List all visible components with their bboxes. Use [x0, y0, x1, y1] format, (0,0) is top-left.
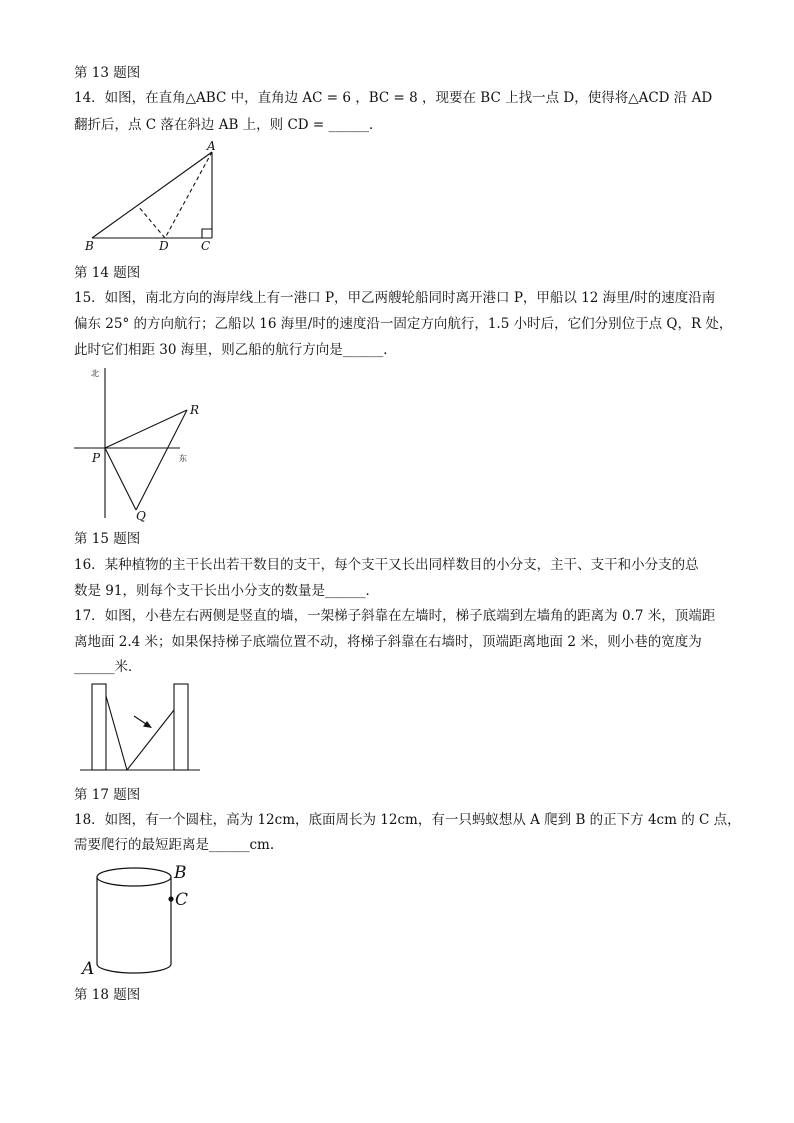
fold-line-ad — [165, 152, 212, 238]
question-16-line-1: 16．某种植物的主干长出若干数目的支干，每个支干又长出同样数目的小分支，主干、支干和小分支的总 — [74, 557, 699, 573]
ladder-left-position — [106, 696, 127, 770]
question-14-line-2: 翻折后，点 C 落在斜边 AB 上，则 CD = ______． — [74, 117, 383, 133]
label-north: 北 — [91, 369, 99, 378]
label-a: A — [207, 139, 216, 153]
label-b: B — [174, 863, 187, 883]
figure-caption-13: 第 13 题图 — [74, 65, 141, 81]
label-c: C — [175, 890, 189, 910]
figure-caption-15: 第 15 题图 — [74, 531, 141, 547]
figure-14-triangle — [80, 139, 220, 254]
right-wall — [174, 684, 188, 770]
point-c — [168, 896, 173, 901]
label-a: A — [82, 959, 95, 979]
question-15-line-3: 此时它们相距 30 海里，则乙船的航行方向是______． — [74, 342, 397, 358]
cylinder-top — [97, 868, 171, 886]
question-14-line-1: 14．如图，在直角△ABC 中，直角边 AC = 6 ，BC = 8 ，现要在 BC 上找一点 D，使得将△ACD 沿 AD — [74, 90, 713, 106]
question-15-line-2: 偏东 25° 的方向航行；乙船以 16 海里/时的速度沿一固定方向航行，1.5 小时后，它们分别位于点 Q，R 处， — [74, 316, 733, 332]
left-wall — [92, 684, 106, 770]
figure-caption-14: 第 14 题图 — [74, 265, 141, 281]
question-17-line-3: ______米． — [74, 659, 142, 675]
side-ab — [92, 152, 212, 238]
cylinder-bottom-arc — [97, 964, 171, 973]
question-18-line-1: 18．如图，有一个圆柱，高为 12cm，底面周长为 12cm，有一只蚂蚁想从 A 爬到 B 的正下方 4cm 的 C 点， — [74, 812, 741, 828]
figure-18-cylinder — [78, 858, 198, 980]
arrow-head — [143, 721, 152, 728]
question-16-line-2: 数是 91，则每个支干长出小分支的数量是______． — [74, 583, 379, 599]
label-r: R — [190, 403, 200, 417]
question-18-line-2: 需要爬行的最短距离是______cm. — [74, 837, 275, 853]
label-c: C — [201, 239, 211, 253]
label-b: B — [85, 239, 94, 253]
label-d: D — [159, 239, 169, 253]
segment-pq — [105, 448, 136, 510]
figure-caption-17: 第 17 题图 — [74, 787, 141, 803]
figure-caption-18: 第 18 题图 — [74, 987, 141, 1003]
label-q: Q — [136, 509, 146, 523]
figure-15-coast — [70, 364, 210, 524]
question-17-line-2: 离地面 2.4 米；如果保持梯子底端位置不动，将梯子斜靠在右墙时，顶端距离地面 2 米，则小巷的宽度为 — [74, 634, 702, 650]
segment-pr — [105, 410, 187, 448]
question-15-line-1: 15．如图，南北方向的海岸线上有一港口 P，甲乙两艘轮船同时离开港口 P，甲船以 12 海里/时的速度沿南 — [74, 290, 716, 306]
right-angle-mark — [202, 229, 212, 238]
label-east: 东 — [179, 454, 187, 463]
label-p: P — [92, 451, 101, 465]
fold-line-de — [138, 206, 165, 238]
question-17-line-1: 17．如图，小巷左右两侧是竖直的墙，一架梯子斜靠在左墙时，梯子底端到左墙角的距离为 0.7 米，顶端距 — [74, 608, 716, 624]
figure-17-alley — [80, 682, 210, 774]
ladder-right-position — [127, 710, 174, 770]
